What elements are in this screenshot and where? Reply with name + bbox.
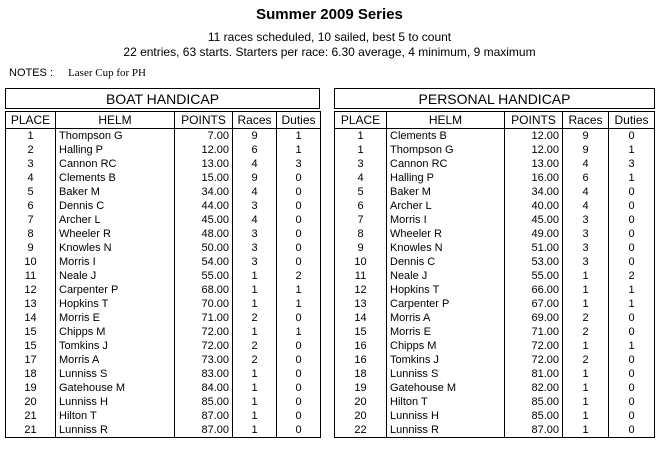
helm-cell: Halling P bbox=[387, 171, 505, 185]
place-cell: 20 bbox=[335, 395, 387, 409]
helm-cell: Knowles N bbox=[387, 241, 505, 255]
place-cell: 18 bbox=[335, 367, 387, 381]
races-cell: 1 bbox=[563, 269, 609, 283]
helm-cell: Hilton T bbox=[387, 395, 505, 409]
races-cell: 1 bbox=[233, 409, 277, 423]
table-row bbox=[335, 423, 655, 438]
points-cell: 34.00 bbox=[505, 185, 563, 199]
races-cell: 2 bbox=[563, 325, 609, 339]
table-row bbox=[335, 311, 655, 325]
duties-cell: 0 bbox=[277, 185, 321, 199]
table-row bbox=[6, 353, 321, 367]
duties-cell: 2 bbox=[609, 269, 655, 283]
points-cell: 82.00 bbox=[505, 381, 563, 395]
points-cell: 51.00 bbox=[505, 241, 563, 255]
duties-cell: 0 bbox=[609, 199, 655, 213]
points-cell: 55.00 bbox=[175, 269, 233, 283]
place-cell: 10 bbox=[335, 255, 387, 269]
column-header-duties: Duties bbox=[609, 112, 655, 129]
table-row bbox=[335, 367, 655, 381]
races-cell: 3 bbox=[563, 255, 609, 269]
helm-cell: Neale J bbox=[387, 269, 505, 283]
table-row bbox=[335, 171, 655, 185]
helm-cell: Chipps M bbox=[56, 325, 175, 339]
helm-cell: Neale J bbox=[56, 269, 175, 283]
points-cell: 34.00 bbox=[175, 185, 233, 199]
place-cell: 11 bbox=[6, 269, 56, 283]
duties-cell: 3 bbox=[277, 157, 321, 171]
place-cell: 2 bbox=[6, 143, 56, 157]
duties-cell: 0 bbox=[277, 423, 321, 438]
races-cell: 3 bbox=[233, 227, 277, 241]
duties-cell: 0 bbox=[277, 395, 321, 409]
helm-cell: Cannon RC bbox=[387, 157, 505, 171]
points-cell: 40.00 bbox=[505, 199, 563, 213]
duties-cell: 0 bbox=[277, 339, 321, 353]
helm-cell: Lunniss R bbox=[387, 423, 505, 438]
helm-cell: Chipps M bbox=[387, 339, 505, 353]
races-cell: 1 bbox=[563, 283, 609, 297]
points-cell: 49.00 bbox=[505, 227, 563, 241]
helm-cell: Morris I bbox=[387, 213, 505, 227]
notes bbox=[9, 67, 146, 79]
races-cell: 1 bbox=[563, 297, 609, 311]
races-cell: 1 bbox=[563, 423, 609, 438]
duties-cell: 0 bbox=[609, 395, 655, 409]
helm-cell: Carpenter P bbox=[56, 283, 175, 297]
duties-cell: 0 bbox=[609, 241, 655, 255]
helm-cell: Baker M bbox=[387, 185, 505, 199]
helm-cell: Dennis C bbox=[56, 199, 175, 213]
helm-cell: Halling P bbox=[56, 143, 175, 157]
table-row bbox=[6, 339, 321, 353]
helm-cell: Morris I bbox=[56, 255, 175, 269]
table-row bbox=[335, 255, 655, 269]
duties-cell: 1 bbox=[609, 171, 655, 185]
place-cell: 5 bbox=[6, 185, 56, 199]
points-cell: 71.00 bbox=[175, 311, 233, 325]
table-row bbox=[6, 325, 321, 339]
helm-cell: Clements B bbox=[56, 171, 175, 185]
place-cell: 1 bbox=[335, 129, 387, 144]
duties-cell: 1 bbox=[609, 283, 655, 297]
table-row bbox=[6, 129, 321, 144]
races-cell: 1 bbox=[233, 283, 277, 297]
helm-cell: Hopkins T bbox=[387, 283, 505, 297]
table-row bbox=[6, 283, 321, 297]
helm-cell: Lunniss H bbox=[387, 409, 505, 423]
helm-cell: Lunniss R bbox=[56, 423, 175, 438]
duties-cell: 1 bbox=[277, 297, 321, 311]
duties-cell: 3 bbox=[609, 157, 655, 171]
table-row bbox=[335, 395, 655, 409]
points-cell: 87.00 bbox=[505, 423, 563, 438]
place-cell: 12 bbox=[6, 283, 56, 297]
helm-cell: Morris A bbox=[387, 311, 505, 325]
place-cell: 12 bbox=[335, 283, 387, 297]
points-cell: 67.00 bbox=[505, 297, 563, 311]
place-cell: 15 bbox=[6, 325, 56, 339]
points-cell: 13.00 bbox=[505, 157, 563, 171]
place-cell: 21 bbox=[6, 423, 56, 438]
table-row bbox=[6, 213, 321, 227]
points-cell: 72.00 bbox=[175, 325, 233, 339]
column-header-helm: HELM bbox=[387, 112, 505, 129]
personal-handicap-heading: PERSONAL HANDICAP bbox=[334, 88, 655, 109]
points-cell: 72.00 bbox=[505, 339, 563, 353]
table-row bbox=[6, 157, 321, 171]
duties-cell: 0 bbox=[277, 381, 321, 395]
points-cell: 87.00 bbox=[175, 423, 233, 438]
duties-cell: 1 bbox=[609, 339, 655, 353]
points-cell: 48.00 bbox=[175, 227, 233, 241]
table-row bbox=[6, 381, 321, 395]
points-cell: 12.00 bbox=[175, 143, 233, 157]
helm-cell: Thompson G bbox=[56, 129, 175, 144]
races-cell: 3 bbox=[563, 227, 609, 241]
races-cell: 1 bbox=[563, 367, 609, 381]
races-cell: 1 bbox=[563, 339, 609, 353]
points-cell: 85.00 bbox=[505, 409, 563, 423]
boat-handicap-heading: BOAT HANDICAP bbox=[5, 88, 320, 109]
races-cell: 4 bbox=[233, 185, 277, 199]
personal-handicap-table bbox=[334, 111, 655, 438]
place-cell: 8 bbox=[335, 227, 387, 241]
points-cell: 72.00 bbox=[175, 339, 233, 353]
races-cell: 3 bbox=[233, 255, 277, 269]
races-cell: 9 bbox=[563, 143, 609, 157]
races-cell: 1 bbox=[233, 423, 277, 438]
table-row bbox=[6, 423, 321, 438]
place-cell: 16 bbox=[335, 353, 387, 367]
points-cell: 45.00 bbox=[175, 213, 233, 227]
table-row bbox=[335, 213, 655, 227]
points-cell: 69.00 bbox=[505, 311, 563, 325]
duties-cell: 0 bbox=[277, 255, 321, 269]
table-row bbox=[6, 241, 321, 255]
table-row bbox=[335, 409, 655, 423]
table-header-row bbox=[6, 112, 321, 129]
series-summary-line-1: 11 races scheduled, 10 sailed, best 5 to count bbox=[207, 30, 452, 44]
place-cell: 22 bbox=[335, 423, 387, 438]
points-cell: 72.00 bbox=[505, 353, 563, 367]
helm-cell: Carpenter P bbox=[387, 297, 505, 311]
races-cell: 9 bbox=[233, 171, 277, 185]
place-cell: 13 bbox=[6, 297, 56, 311]
races-cell: 1 bbox=[233, 395, 277, 409]
place-cell: 6 bbox=[6, 199, 56, 213]
points-cell: 45.00 bbox=[505, 213, 563, 227]
table-row bbox=[6, 199, 321, 213]
table-row bbox=[6, 409, 321, 423]
column-header-place: PLACE bbox=[335, 112, 387, 129]
table-row bbox=[335, 381, 655, 395]
column-header-helm: HELM bbox=[56, 112, 175, 129]
table-row bbox=[6, 269, 321, 283]
helm-cell: Tomkins J bbox=[56, 339, 175, 353]
table-row bbox=[335, 325, 655, 339]
helm-cell: Clements B bbox=[387, 129, 505, 144]
helm-cell: Morris E bbox=[56, 311, 175, 325]
duties-cell: 0 bbox=[609, 423, 655, 438]
table-row bbox=[335, 241, 655, 255]
points-cell: 83.00 bbox=[175, 367, 233, 381]
points-cell: 15.00 bbox=[175, 171, 233, 185]
races-cell: 4 bbox=[233, 213, 277, 227]
points-cell: 13.00 bbox=[175, 157, 233, 171]
place-cell: 7 bbox=[6, 213, 56, 227]
points-cell: 16.00 bbox=[505, 171, 563, 185]
races-cell: 1 bbox=[233, 381, 277, 395]
place-cell: 6 bbox=[335, 199, 387, 213]
duties-cell: 1 bbox=[277, 143, 321, 157]
points-cell: 85.00 bbox=[505, 395, 563, 409]
table-row bbox=[335, 129, 655, 144]
races-cell: 9 bbox=[233, 129, 277, 144]
duties-cell: 0 bbox=[277, 409, 321, 423]
points-cell: 7.00 bbox=[175, 129, 233, 144]
place-cell: 21 bbox=[6, 409, 56, 423]
points-cell: 84.00 bbox=[175, 381, 233, 395]
column-header-points: POINTS bbox=[175, 112, 233, 129]
points-cell: 87.00 bbox=[175, 409, 233, 423]
races-cell: 6 bbox=[563, 171, 609, 185]
table-header-row bbox=[335, 112, 655, 129]
place-cell: 8 bbox=[6, 227, 56, 241]
helm-cell: Knowles N bbox=[56, 241, 175, 255]
points-cell: 53.00 bbox=[505, 255, 563, 269]
points-cell: 70.00 bbox=[175, 297, 233, 311]
column-header-races: Races bbox=[563, 112, 609, 129]
points-cell: 12.00 bbox=[505, 129, 563, 144]
points-cell: 66.00 bbox=[505, 283, 563, 297]
table-row bbox=[6, 367, 321, 381]
helm-cell: Morris A bbox=[56, 353, 175, 367]
column-header-points: POINTS bbox=[505, 112, 563, 129]
races-cell: 2 bbox=[233, 311, 277, 325]
place-cell: 18 bbox=[6, 367, 56, 381]
place-cell: 20 bbox=[335, 409, 387, 423]
races-cell: 2 bbox=[233, 353, 277, 367]
table-row bbox=[335, 157, 655, 171]
table-row bbox=[335, 283, 655, 297]
helm-cell: Hilton T bbox=[56, 409, 175, 423]
duties-cell: 0 bbox=[609, 367, 655, 381]
duties-cell: 1 bbox=[277, 325, 321, 339]
races-cell: 1 bbox=[233, 325, 277, 339]
races-cell: 4 bbox=[563, 185, 609, 199]
table-row bbox=[6, 395, 321, 409]
column-header-place: PLACE bbox=[6, 112, 56, 129]
duties-cell: 0 bbox=[609, 311, 655, 325]
races-cell: 3 bbox=[233, 199, 277, 213]
helm-cell: Wheeler R bbox=[387, 227, 505, 241]
place-cell: 14 bbox=[6, 311, 56, 325]
duties-cell: 0 bbox=[277, 241, 321, 255]
place-cell: 19 bbox=[6, 381, 56, 395]
duties-cell: 0 bbox=[277, 171, 321, 185]
points-cell: 12.00 bbox=[505, 143, 563, 157]
table-row bbox=[6, 311, 321, 325]
table-row bbox=[6, 143, 321, 157]
races-cell: 9 bbox=[563, 129, 609, 144]
races-cell: 2 bbox=[563, 311, 609, 325]
helm-cell: Thompson G bbox=[387, 143, 505, 157]
points-cell: 73.00 bbox=[175, 353, 233, 367]
place-cell: 13 bbox=[335, 297, 387, 311]
races-cell: 1 bbox=[563, 409, 609, 423]
races-cell: 1 bbox=[563, 395, 609, 409]
personal-handicap-rows bbox=[335, 129, 655, 438]
helm-cell: Dennis C bbox=[387, 255, 505, 269]
races-cell: 3 bbox=[563, 213, 609, 227]
table-row bbox=[335, 227, 655, 241]
helm-cell: Gatehouse M bbox=[56, 381, 175, 395]
points-cell: 50.00 bbox=[175, 241, 233, 255]
place-cell: 11 bbox=[335, 269, 387, 283]
races-cell: 3 bbox=[563, 241, 609, 255]
helm-cell: Archer L bbox=[56, 213, 175, 227]
table-row bbox=[335, 339, 655, 353]
duties-cell: 0 bbox=[609, 227, 655, 241]
notes-label: NOTES : bbox=[9, 67, 54, 79]
page-title: Summer 2009 Series bbox=[256, 6, 403, 23]
duties-cell: 1 bbox=[609, 143, 655, 157]
series-summary-line-2: 22 entries, 63 starts. Starters per race: 6.30 average, 4 minimum, 9 maximum bbox=[123, 45, 536, 59]
notes-text: Laser Cup for PH bbox=[68, 67, 146, 79]
helm-cell: Lunniss H bbox=[56, 395, 175, 409]
points-cell: 55.00 bbox=[505, 269, 563, 283]
table-row bbox=[6, 185, 321, 199]
table-row bbox=[6, 171, 321, 185]
duties-cell: 0 bbox=[609, 409, 655, 423]
helm-cell: Tomkins J bbox=[387, 353, 505, 367]
table-row bbox=[335, 269, 655, 283]
duties-cell: 0 bbox=[609, 353, 655, 367]
races-cell: 1 bbox=[233, 367, 277, 381]
duties-cell: 0 bbox=[277, 311, 321, 325]
duties-cell: 0 bbox=[277, 227, 321, 241]
table-row bbox=[335, 297, 655, 311]
points-cell: 81.00 bbox=[505, 367, 563, 381]
column-header-duties: Duties bbox=[277, 112, 321, 129]
helm-cell: Hopkins T bbox=[56, 297, 175, 311]
duties-cell: 1 bbox=[277, 283, 321, 297]
place-cell: 14 bbox=[335, 311, 387, 325]
duties-cell: 0 bbox=[609, 213, 655, 227]
place-cell: 9 bbox=[6, 241, 56, 255]
helm-cell: Lunniss S bbox=[56, 367, 175, 381]
place-cell: 7 bbox=[335, 213, 387, 227]
column-header-races: Races bbox=[233, 112, 277, 129]
table-row bbox=[6, 255, 321, 269]
helm-cell: Baker M bbox=[56, 185, 175, 199]
table-row bbox=[335, 185, 655, 199]
table-row bbox=[6, 297, 321, 311]
place-cell: 3 bbox=[6, 157, 56, 171]
points-cell: 54.00 bbox=[175, 255, 233, 269]
place-cell: 20 bbox=[6, 395, 56, 409]
races-cell: 1 bbox=[233, 269, 277, 283]
points-cell: 68.00 bbox=[175, 283, 233, 297]
place-cell: 17 bbox=[6, 353, 56, 367]
races-cell: 4 bbox=[563, 199, 609, 213]
points-cell: 71.00 bbox=[505, 325, 563, 339]
place-cell: 9 bbox=[335, 241, 387, 255]
races-cell: 1 bbox=[233, 297, 277, 311]
duties-cell: 0 bbox=[277, 353, 321, 367]
duties-cell: 0 bbox=[277, 367, 321, 381]
races-cell: 1 bbox=[563, 381, 609, 395]
place-cell: 1 bbox=[335, 143, 387, 157]
helm-cell: Wheeler R bbox=[56, 227, 175, 241]
place-cell: 19 bbox=[335, 381, 387, 395]
races-cell: 4 bbox=[233, 157, 277, 171]
place-cell: 5 bbox=[335, 185, 387, 199]
duties-cell: 0 bbox=[609, 129, 655, 144]
duties-cell: 0 bbox=[277, 199, 321, 213]
place-cell: 4 bbox=[6, 171, 56, 185]
table-row bbox=[335, 199, 655, 213]
place-cell: 10 bbox=[6, 255, 56, 269]
duties-cell: 0 bbox=[609, 255, 655, 269]
table-row bbox=[6, 227, 321, 241]
place-cell: 16 bbox=[335, 339, 387, 353]
place-cell: 15 bbox=[6, 339, 56, 353]
duties-cell: 2 bbox=[277, 269, 321, 283]
boat-handicap-table bbox=[5, 111, 321, 438]
place-cell: 15 bbox=[335, 325, 387, 339]
place-cell: 4 bbox=[335, 171, 387, 185]
duties-cell: 0 bbox=[609, 185, 655, 199]
table-row bbox=[335, 353, 655, 367]
duties-cell: 1 bbox=[609, 297, 655, 311]
points-cell: 85.00 bbox=[175, 395, 233, 409]
races-cell: 6 bbox=[233, 143, 277, 157]
helm-cell: Archer L bbox=[387, 199, 505, 213]
place-cell: 1 bbox=[6, 129, 56, 144]
races-cell: 2 bbox=[563, 353, 609, 367]
boat-handicap-rows bbox=[6, 129, 321, 438]
points-cell: 44.00 bbox=[175, 199, 233, 213]
races-cell: 2 bbox=[233, 339, 277, 353]
helm-cell: Morris E bbox=[387, 325, 505, 339]
helm-cell: Gatehouse M bbox=[387, 381, 505, 395]
duties-cell: 0 bbox=[609, 381, 655, 395]
duties-cell: 0 bbox=[609, 325, 655, 339]
duties-cell: 0 bbox=[277, 213, 321, 227]
races-cell: 3 bbox=[233, 241, 277, 255]
table-row bbox=[335, 143, 655, 157]
place-cell: 3 bbox=[335, 157, 387, 171]
duties-cell: 1 bbox=[277, 129, 321, 144]
helm-cell: Lunniss S bbox=[387, 367, 505, 381]
races-cell: 4 bbox=[563, 157, 609, 171]
helm-cell: Cannon RC bbox=[56, 157, 175, 171]
